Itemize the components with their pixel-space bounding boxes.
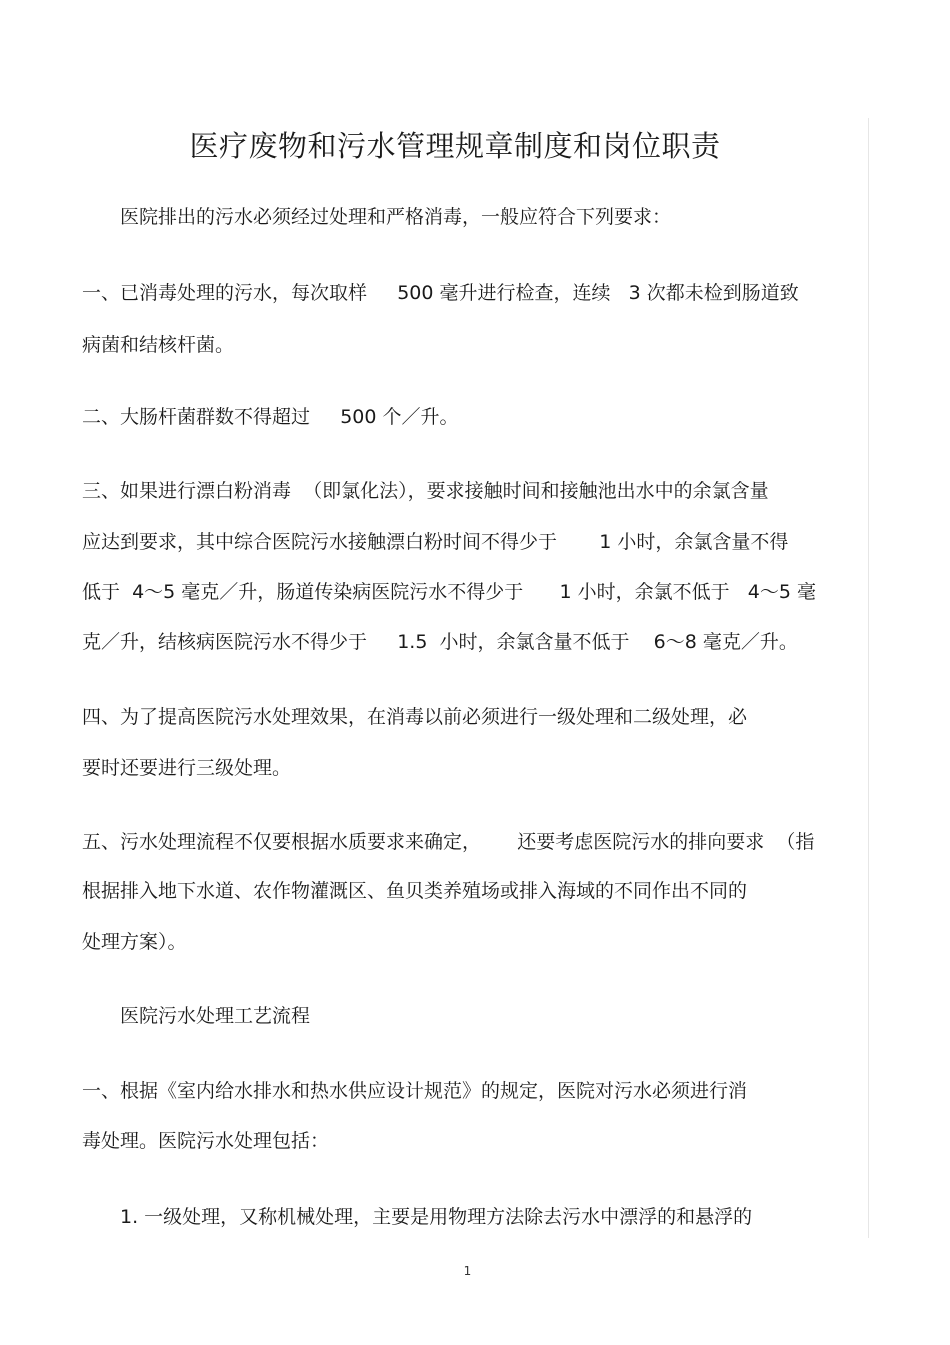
section-heading: 医院污水处理工艺流程 xyxy=(120,1005,311,1027)
subitem-1-line-1: 1. 一级处理，又称机械处理，主要是用物理方法除去污水中漂浮的和悬浮的 xyxy=(120,1206,753,1228)
section-item-1-line-1: 一、根据《室内给水排水和热水供应设计规范》的规定，医院对污水必须进行消 xyxy=(82,1080,748,1102)
document-title: 医疗废物和污水管理规章制度和岗位职责 xyxy=(189,129,721,163)
page-right-border xyxy=(868,118,869,1238)
intro-paragraph: 医院排出的污水必须经过处理和严格消毒，一般应符合下列要求： xyxy=(120,206,672,228)
section-item-1-line-2: 毒处理。医院污水处理包括： xyxy=(82,1130,330,1152)
item-3-line-3: 低于 4～5 毫克／升，肠道传染病医院污水不得少于 1 小时，余氯不低于 4～5 毫 xyxy=(82,581,816,603)
item-4-line-2: 要时还要进行三级处理。 xyxy=(82,757,292,779)
item-1-line-1: 一、已消毒处理的污水，每次取样 500 毫升进行检查，连续 3 次都未检到肠道致 xyxy=(82,282,799,304)
item-3-line-2: 应达到要求，其中综合医院污水接触漂白粉时间不得少于 1 小时，余氯含量不得 xyxy=(82,531,789,553)
page-number: 1 xyxy=(463,1264,472,1278)
item-5-line-1: 五、污水处理流程不仅要根据水质要求来确定， 还要考虑医院污水的排向要求 （指 xyxy=(82,831,815,853)
item-2-line-1: 二、大肠杆菌群数不得超过 500 个／升。 xyxy=(82,406,459,428)
item-5-line-3: 处理方案）。 xyxy=(82,931,187,953)
item-1-line-2: 病菌和结核杆菌。 xyxy=(82,334,235,356)
item-3-line-1: 三、如果进行漂白粉消毒 （即氯化法），要求接触时间和接触池出水中的余氯含量 xyxy=(82,480,769,502)
item-4-line-1: 四、为了提高医院污水处理效果，在消毒以前必须进行一级处理和二级处理，必 xyxy=(82,706,748,728)
item-5-line-2: 根据排入地下水道、农作物灌溉区、鱼贝类养殖场或排入海域的不同作出不同的 xyxy=(82,880,748,902)
item-3-line-4: 克／升，结核病医院污水不得少于 1.5 小时，余氯含量不低于 6～8 毫克／升。 xyxy=(82,631,798,653)
